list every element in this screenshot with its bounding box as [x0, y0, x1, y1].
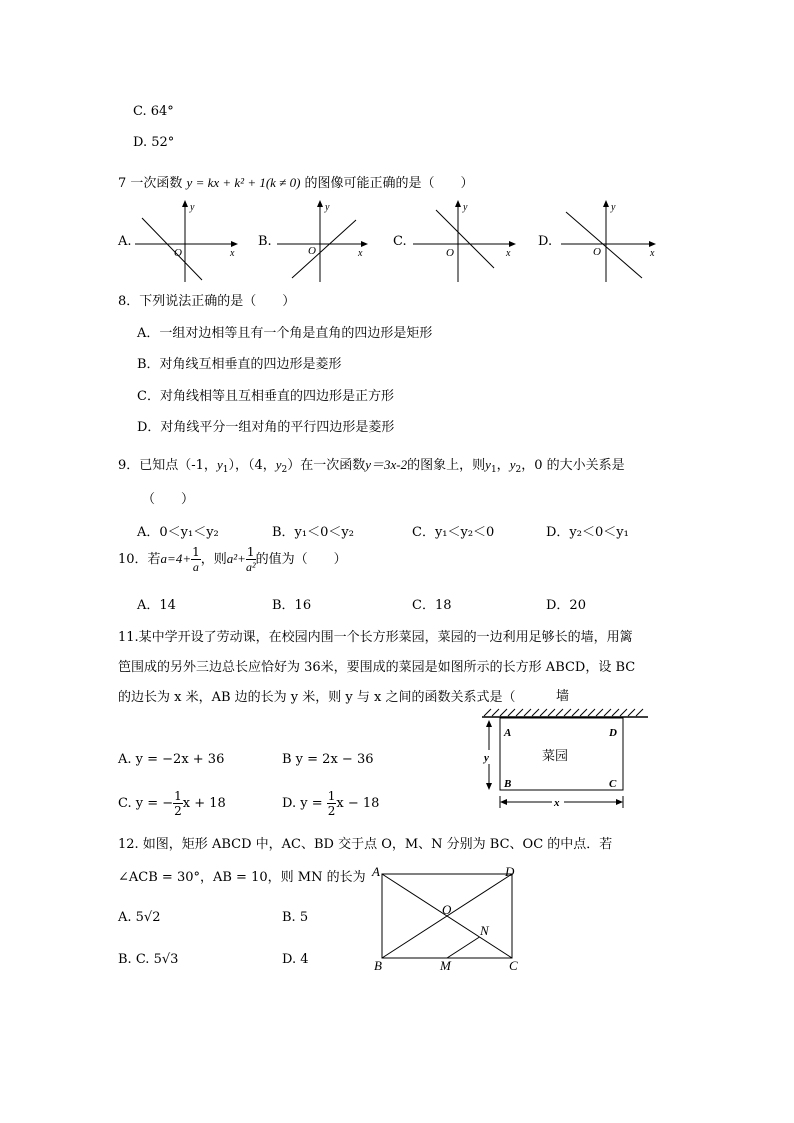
q9-part-a: 9．已知点（-1，	[118, 458, 217, 473]
q9-y2-sub: 2	[281, 465, 288, 475]
q11-option-c-pre: C. y = −	[118, 796, 174, 811]
q8-stem: 8．下列说法正确的是（ ）	[118, 294, 296, 309]
q9-part-d: ），（4，	[228, 458, 276, 473]
q11-option-c	[118, 790, 226, 817]
q10-stem	[118, 546, 347, 573]
x-label: x	[230, 248, 235, 259]
q7-graph-d	[556, 198, 662, 284]
label-a: A	[372, 864, 380, 879]
vertex-c: C	[609, 778, 617, 790]
q10-suffix: 的值为（ ）	[255, 552, 347, 567]
q7-graph-a	[130, 198, 242, 284]
y-arrow-up-icon	[486, 720, 492, 727]
vertex-b: B	[504, 778, 512, 790]
x-arrow-left-icon	[500, 799, 507, 805]
q11-line-1: 11.某中学开设了劳动课，在校园内围一个长方形菜园，菜园的一边利用足够长的墙，用篱	[118, 630, 633, 645]
graph-line	[142, 218, 202, 280]
q8-option-d: D．对角线平分一组对角的平行四边形是菱形	[137, 420, 395, 435]
q9-y2b-sub: 2	[515, 465, 522, 475]
q12-option-a: A. 5√2	[118, 910, 161, 925]
q10-frac-1-den: a	[192, 560, 199, 574]
q7-graph-d-label: D.	[538, 234, 553, 249]
x-arrow-right-icon	[616, 799, 623, 805]
x-dimension-label: x	[554, 797, 560, 809]
q10-frac-2	[246, 546, 256, 573]
y-arrow-icon	[182, 200, 188, 207]
q12-option-c: B. C. 5√3	[118, 952, 179, 967]
origin-label: O	[446, 247, 454, 259]
q7-formula: y = kx + k² + 1(k ≠ 0)	[186, 175, 301, 190]
x-arrow-icon	[509, 241, 516, 247]
label-c: C	[509, 958, 518, 973]
x-arrow-icon	[361, 241, 368, 247]
q10-option-c: C．18	[412, 598, 452, 613]
q7-graph-b	[272, 198, 372, 284]
q9-option-a: A．0＜y₁＜y₂	[137, 525, 219, 540]
q11-line-3: 的边长为 x 米，AB 边的长为 y 米，则 y 与 x 之间的函数关系式是（	[118, 690, 516, 705]
q10-prefix: 10．若	[118, 552, 161, 567]
garden-label: 菜园	[542, 748, 569, 763]
q7-stem	[118, 172, 474, 191]
origin-label: O	[593, 246, 601, 258]
q9-part-f: ）在一次函数	[287, 458, 366, 473]
x-arrow-icon	[231, 241, 238, 247]
q11-option-d-pre: D. y =	[282, 796, 327, 811]
vertex-a: A	[504, 727, 512, 739]
q9-function: y＝3x-2	[365, 457, 408, 472]
q10-a-eq: a=4+	[160, 551, 192, 566]
label-o: O	[442, 902, 452, 917]
q9-y2b-var: y	[509, 457, 516, 472]
origin-label: O	[308, 245, 316, 257]
wall-label: 墙	[556, 688, 570, 703]
y-label: y	[325, 202, 330, 213]
wall-hatching	[484, 709, 643, 716]
q10-mid: ，则	[200, 552, 227, 567]
q7-prefix: 7 一次函数	[118, 176, 183, 191]
q11-option-d-den: 2	[327, 804, 336, 818]
label-b: B	[374, 958, 382, 973]
graph-line	[436, 210, 494, 268]
q12-rectangle-figure	[370, 862, 530, 974]
q11-option-d-post: x − 18	[336, 796, 380, 811]
q9-option-c: C．y₁＜y₂＜0	[412, 525, 495, 540]
q9-y2-var: y	[275, 457, 282, 472]
q12-line-2: ∠ACB = 30°，AB = 10，则 MN 的长为	[118, 870, 366, 885]
q10-frac-1	[191, 546, 201, 573]
q12-option-b: B. 5	[282, 910, 309, 925]
q11-garden-figure	[478, 684, 653, 810]
origin-label: O	[174, 247, 182, 259]
q10-option-a: A．14	[137, 598, 176, 613]
q11-option-b: B y = 2x − 36	[282, 752, 374, 767]
q7-graph-b-label: B.	[258, 234, 272, 249]
label-d: D	[505, 864, 515, 879]
x-label: x	[358, 248, 363, 259]
q12-line-1: 12. 如图，矩形 ABCD 中，AC、BD 交于点 O，M、N 分别为 BC、OC 的中点．若	[118, 837, 613, 852]
q7-graph-a-label: A.	[118, 234, 132, 249]
q9-y1b-var: y	[485, 457, 491, 472]
q8-option-a: A．一组对边相等且有一个角是直角的四边形是矩形	[137, 326, 433, 341]
q11-option-c-frac	[173, 790, 183, 817]
q6-option-d: D. 52°	[133, 135, 175, 150]
x-arrow-icon	[649, 241, 656, 247]
q7-graph-c-label: C.	[393, 234, 407, 249]
q9-option-b: B．y₁＜0＜y₂	[272, 525, 354, 540]
q9-y1b-sub: 1	[490, 465, 497, 475]
q12-option-d: D. 4	[282, 952, 309, 967]
q11-option-c-post: x + 18	[182, 796, 226, 811]
y-arrow-down-icon	[486, 783, 492, 790]
q11-line-2: 笆围成的另外三边总长应恰好为 36米，要围成的菜园是如图所示的长方形 ABCD，设 BC	[118, 660, 636, 675]
q10-frac-1-num: 1	[192, 545, 200, 559]
q8-option-b: B．对角线互相垂直的四边形是菱形	[137, 357, 342, 372]
x-label: x	[650, 248, 655, 259]
q6-option-c: C. 64°	[133, 104, 174, 119]
y-arrow-icon	[603, 200, 609, 207]
q7-suffix: 的图像可能正确的是（ ）	[304, 176, 474, 191]
q10-frac-2-den: a²	[245, 560, 256, 574]
y-label: y	[463, 202, 468, 213]
y-dimension-label: y	[484, 752, 489, 764]
y-arrow-icon	[455, 200, 461, 207]
y-label: y	[611, 202, 616, 213]
y-label: y	[190, 202, 195, 213]
y-arrow-icon	[317, 200, 323, 207]
x-label: x	[506, 248, 511, 259]
q10-option-b: B．16	[272, 598, 312, 613]
label-n: N	[480, 923, 489, 938]
q9-part-i: ，0 的大小关系是	[521, 458, 625, 473]
q9-stem	[118, 454, 625, 475]
q9-y1-sub: 1	[222, 465, 229, 475]
q9-paren: （ ）	[142, 492, 195, 507]
q7-graph-c	[408, 198, 520, 284]
q11-option-d-frac	[327, 790, 337, 817]
q9-y1-var: y	[216, 457, 223, 472]
q10-a2: a²+	[226, 551, 246, 566]
q11-option-d	[282, 790, 379, 817]
q11-option-d-num: 1	[327, 789, 336, 803]
q8-option-c: C．对角线相等且互相垂直的四边形是正方形	[137, 389, 394, 404]
q10-frac-2-num: 1	[246, 545, 255, 559]
segment-mn	[447, 937, 480, 958]
q11-option-c-den: 2	[174, 804, 182, 818]
vertex-d: D	[609, 727, 617, 739]
graph-line	[566, 212, 642, 278]
q9-part-h: 的图象上，则	[407, 458, 486, 473]
graph-line	[292, 220, 356, 278]
q9-comma: ，	[496, 458, 510, 473]
q9-option-d: D．y₂＜0＜y₁	[546, 525, 629, 540]
q10-option-d: D．20	[546, 598, 586, 613]
label-m: M	[440, 958, 451, 973]
q11-option-a: A. y = −2x + 36	[118, 752, 225, 767]
q11-option-c-num: 1	[174, 789, 182, 803]
